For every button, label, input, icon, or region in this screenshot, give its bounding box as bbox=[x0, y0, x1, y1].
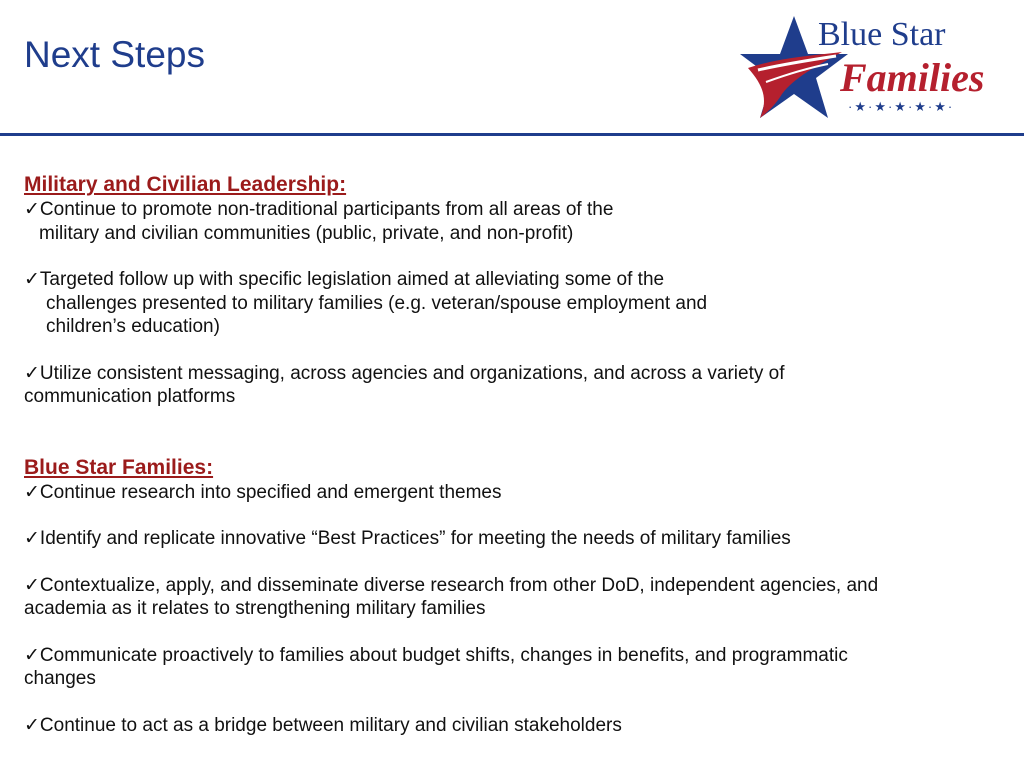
bullet-item bbox=[24, 268, 1019, 339]
blue-star-families-logo bbox=[738, 12, 1018, 124]
bullet-text: Communicate proactively to families about budget shifts, changes in benefits, and programmatic bbox=[39, 644, 848, 666]
section-heading-bsf: Blue Star Families: bbox=[24, 455, 214, 479]
checkmark-icon: ✓ bbox=[24, 528, 40, 549]
checkmark-icon: ✓ bbox=[24, 362, 40, 384]
page-title: Next Steps bbox=[24, 34, 205, 75]
bullet-text-cont: academia as it relates to strengthening military families bbox=[24, 598, 486, 619]
bullet-text: Identify and replicate innovative “Best Practices” for meeting the needs of military families bbox=[39, 528, 791, 549]
bullet-item bbox=[24, 362, 1019, 409]
bullet-text-cont: military and civilian communities (public, private, and non-profit) bbox=[39, 222, 574, 244]
bullet-text: Continue to promote non-traditional participants from all areas of the bbox=[39, 199, 614, 220]
header-divider bbox=[0, 133, 1024, 136]
bullet-text-cont: changes bbox=[24, 668, 96, 689]
bullet-item bbox=[24, 714, 1019, 738]
bullet-text-cont: children’s education) bbox=[46, 316, 220, 337]
bullet-item bbox=[24, 574, 1019, 621]
logo-stars: ·★·★·★·★·★· bbox=[848, 99, 955, 114]
checkmark-icon: ✓ bbox=[24, 714, 40, 736]
bullet-text-cont: challenges presented to military families (e.g. veteran/spouse employment and bbox=[46, 292, 708, 314]
bullet-text: Continue research into specified and emergent themes bbox=[39, 481, 502, 503]
bullet-item bbox=[24, 198, 1019, 245]
bullet-item bbox=[24, 644, 1019, 691]
checkmark-icon: ✓ bbox=[24, 644, 40, 666]
bullet-item bbox=[24, 527, 1019, 551]
checkmark-icon: ✓ bbox=[24, 481, 40, 503]
bullet-text: Continue to act as a bridge between military and civilian stakeholders bbox=[39, 714, 622, 736]
checkmark-icon: ✓ bbox=[24, 199, 40, 220]
bullet-item bbox=[24, 481, 1019, 505]
section-heading-leadership: Military and Civilian Leadership: bbox=[24, 173, 347, 196]
checkmark-icon: ✓ bbox=[24, 574, 40, 596]
checkmark-icon: ✓ bbox=[24, 269, 40, 290]
logo-line-families: Families bbox=[840, 55, 985, 100]
bullet-text: Contextualize, apply, and disseminate diverse research from other DoD, independent agencies, and bbox=[39, 574, 879, 596]
bullet-text-cont: communication platforms bbox=[24, 386, 236, 407]
bullet-text: Targeted follow up with specific legislation aimed at alleviating some of the bbox=[39, 269, 665, 290]
slide-body bbox=[24, 172, 1019, 760]
logo-line-blue-star: Blue Star bbox=[818, 16, 946, 53]
bullet-text: Utilize consistent messaging, across agencies and organizations, and across a variety of bbox=[39, 362, 785, 384]
